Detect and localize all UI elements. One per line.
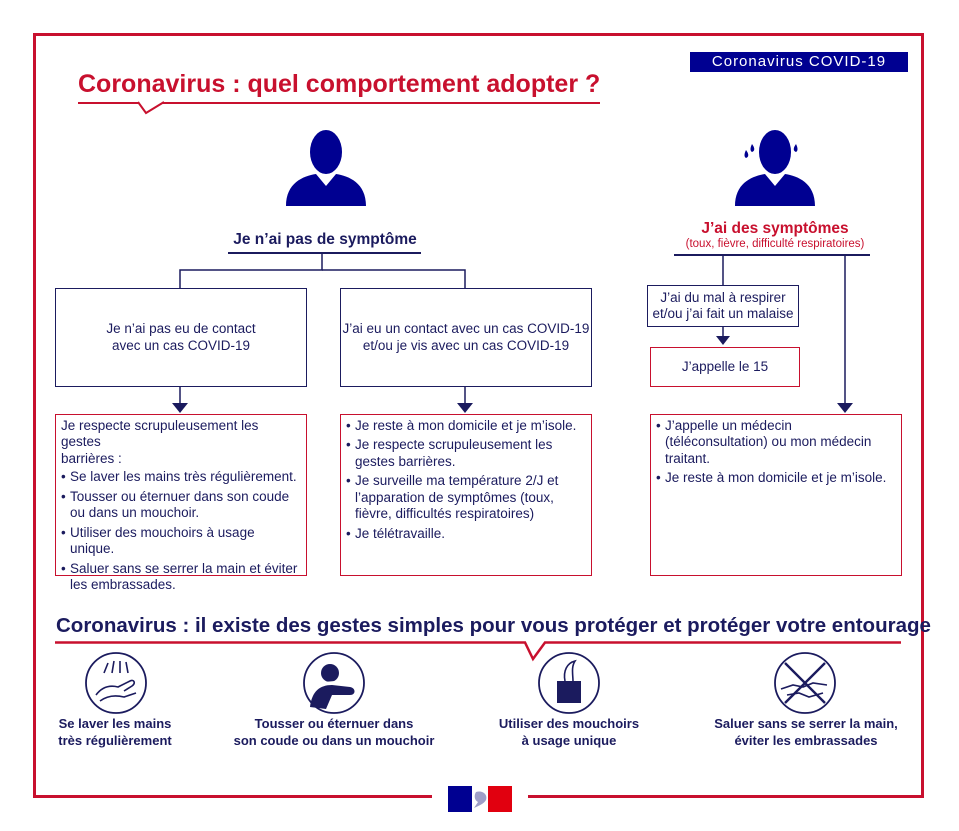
- gesture-caption-cough: Tousser ou éternuer dans son coude ou dans un mouchoir: [233, 716, 435, 748]
- no-handshake-icon: [773, 651, 837, 715]
- no-contact-advice-box: [55, 414, 307, 593]
- symptom-heading: J’ai des symptômes: [701, 220, 849, 237]
- list-item: • Saluer sans se serrer la main et éviter les embrassades.: [61, 561, 301, 594]
- symptom-subheading: (toux, fièvre, difficulté respiratoires): [685, 238, 865, 250]
- gesture-caption-tissue: Utiliser des mouchoirs à usage unique: [498, 716, 640, 748]
- list-item: • Je reste à mon domicile et je m’isole.: [656, 470, 896, 486]
- gestures-title: Coronavirus : il existe des gestes simples pour vous protéger et protéger votre entourage: [56, 614, 931, 637]
- contact-advice-box: [340, 414, 592, 576]
- tissue-box-icon: [537, 651, 601, 715]
- hand-washing-icon: [84, 651, 148, 715]
- list-item: • Se laver les mains très régulièrement.: [61, 469, 301, 485]
- no-contact-box: Je n’ai pas eu de contact avec un cas COVID-19: [55, 288, 307, 387]
- cough-elbow-icon: [302, 651, 366, 715]
- list-item: • Je reste à mon domicile et je m’isole.: [346, 418, 586, 434]
- marianne-logo: [448, 786, 512, 812]
- covid-badge: Coronavirus COVID-19: [690, 52, 908, 72]
- list-item: • Tousser ou éternuer dans son coude ou dans un mouchoir.: [61, 489, 301, 522]
- advice-intro: Je respecte scrupuleusement les gestes barrières :: [61, 418, 259, 466]
- gesture-caption-hands: Se laver les mains très régulièrement: [58, 716, 172, 748]
- symptom-advice-box: [650, 414, 902, 576]
- page-title: Coronavirus : quel comportement adopter ?: [78, 70, 601, 98]
- gesture-caption-greeting: Saluer sans se serrer la main, éviter les embrassades: [714, 716, 898, 748]
- breathing-box: J’ai du mal à respirer et/ou j’ai fait un malaise: [647, 285, 799, 327]
- list-item: • Je respecte scrupuleusement les gestes barrières.: [346, 437, 586, 470]
- list-item: • Je surveille ma température 2/J et l’apparation de symptômes (toux, fièvre, difficultés respiratoires): [346, 473, 586, 522]
- list-item: • Utiliser des mouchoirs à usage unique.: [61, 525, 301, 558]
- contact-box: J’ai eu un contact avec un cas COVID-19 et/ou je vis avec un cas COVID-19: [340, 288, 592, 387]
- no-symptom-heading: Je n’ai pas de symptôme: [233, 231, 417, 248]
- list-item: • J’appelle un médecin (téléconsultation) ou mon médecin traitant.: [656, 418, 896, 467]
- list-item: • Je télétravaille.: [346, 526, 586, 542]
- call-15-box: J’appelle le 15: [650, 347, 800, 387]
